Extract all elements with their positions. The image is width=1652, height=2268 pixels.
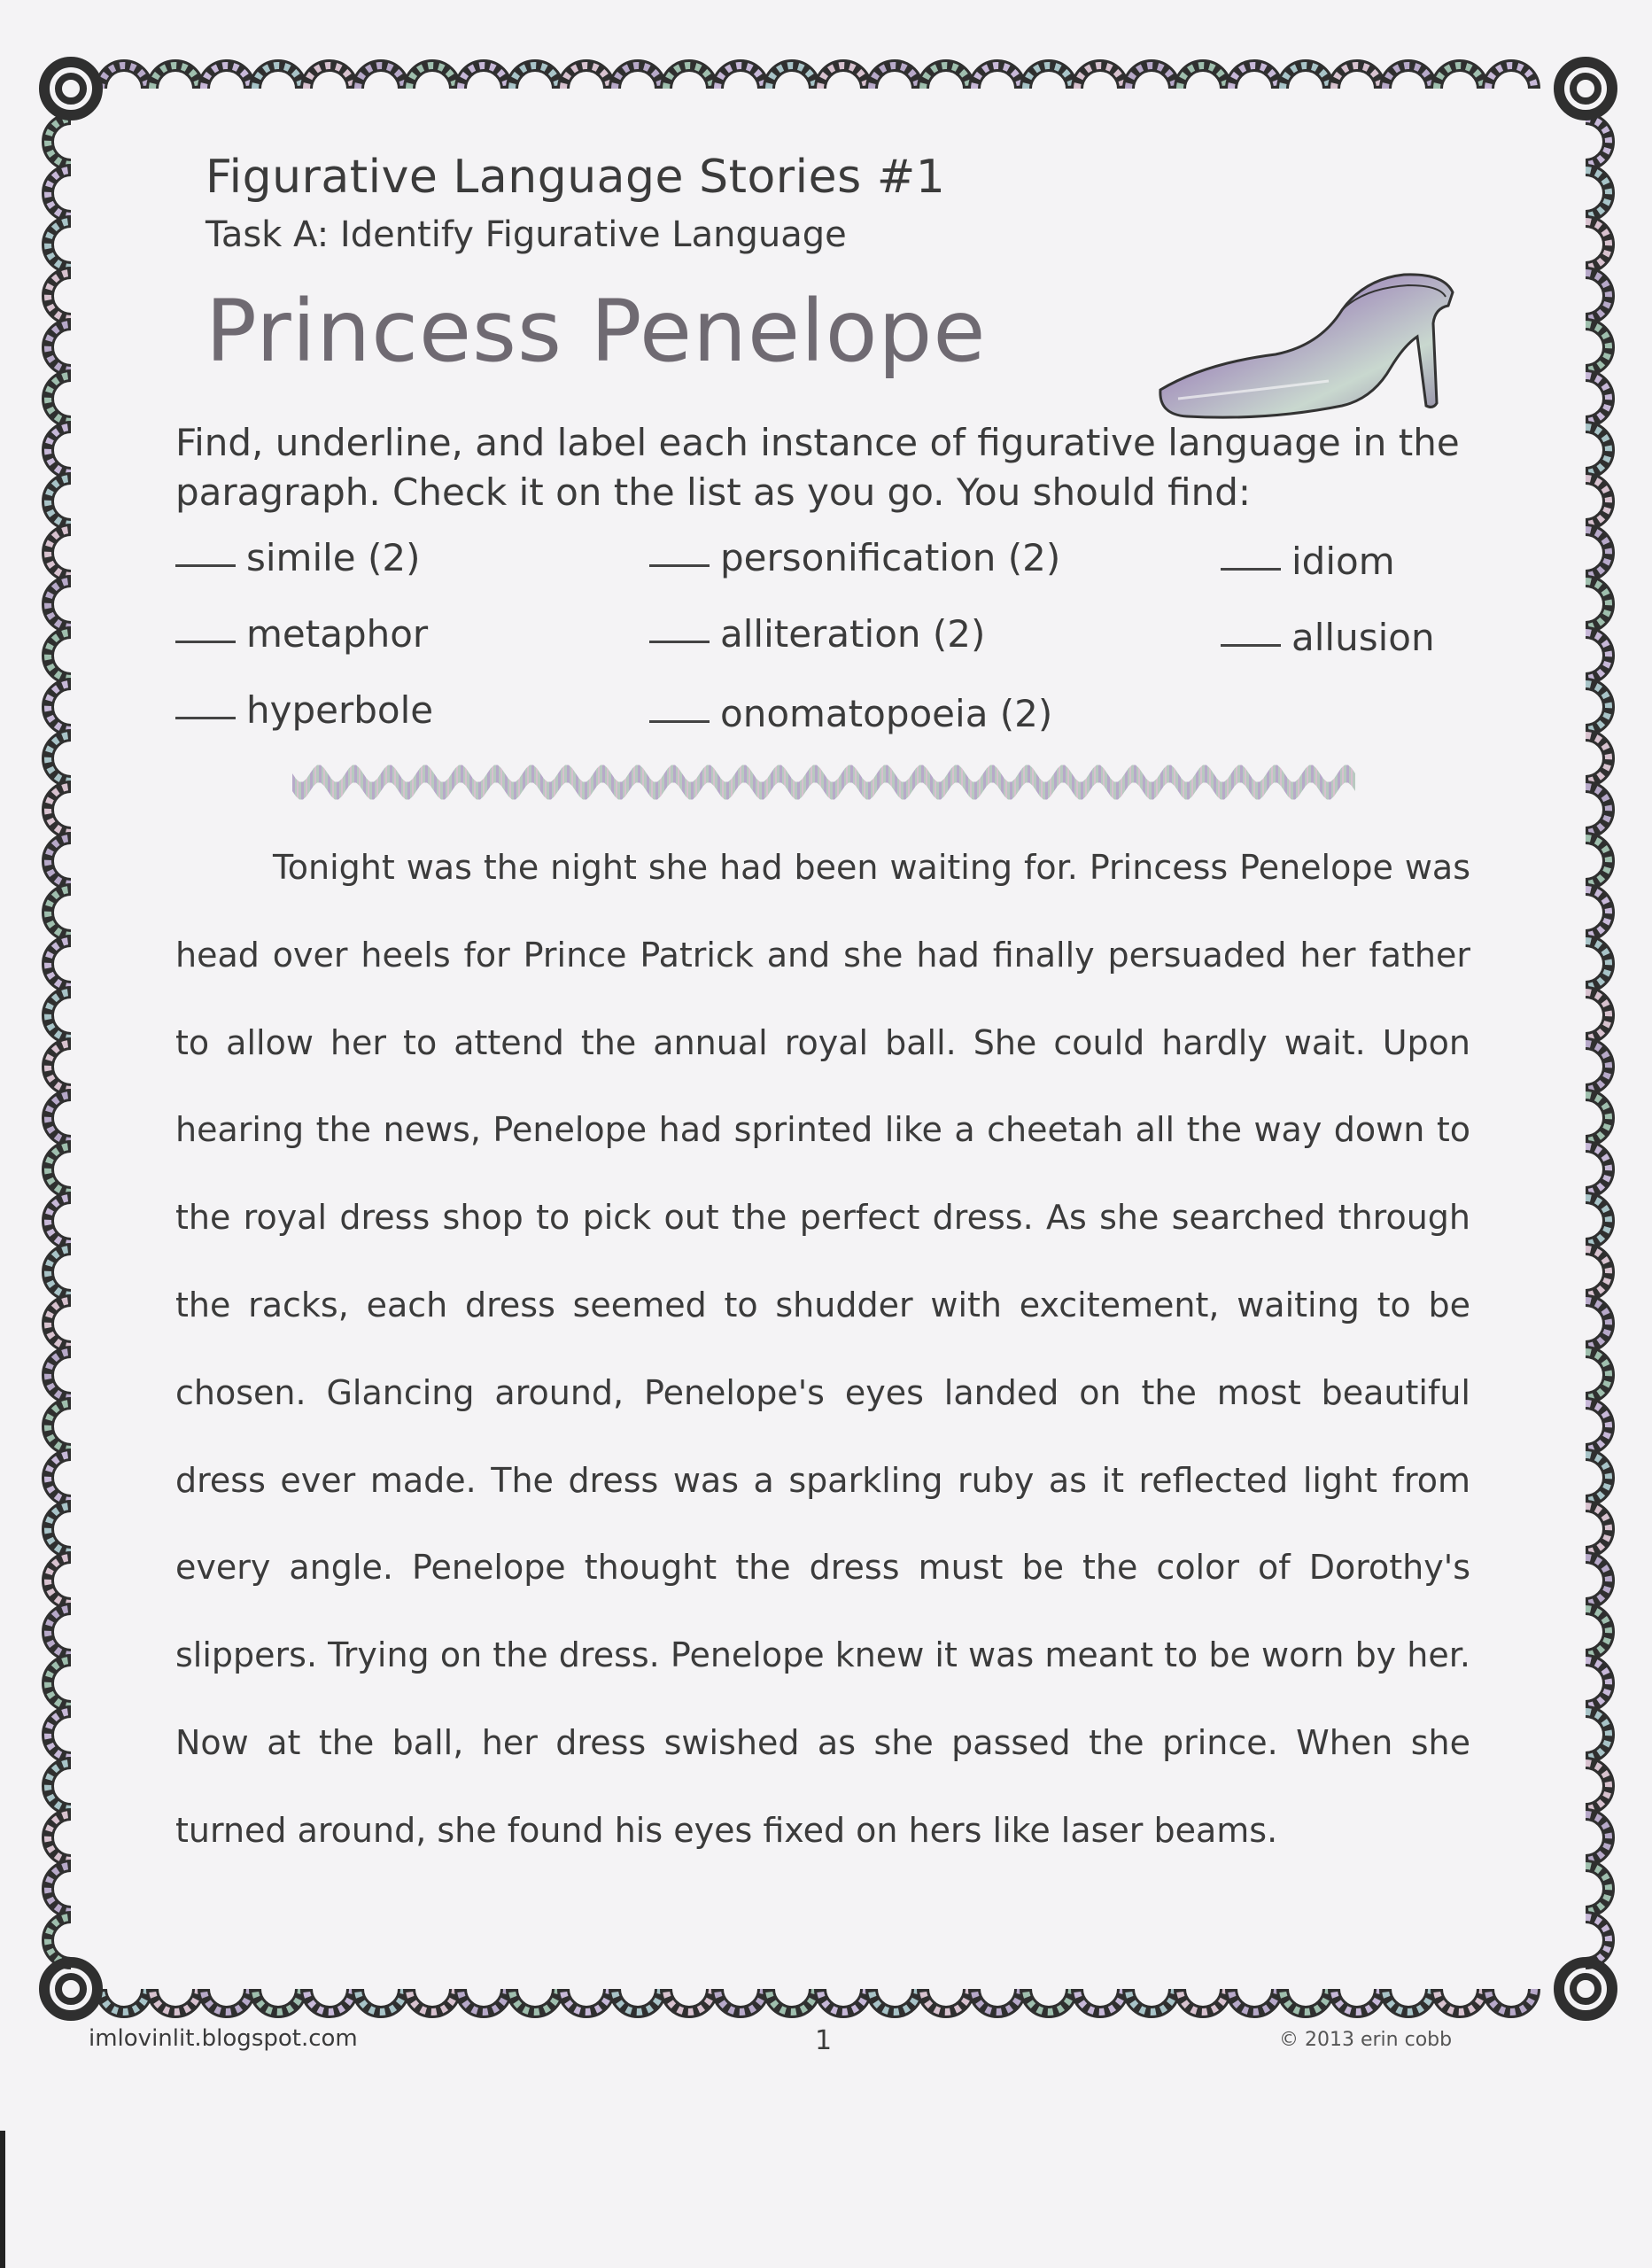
checklist-item-label: personification (2) [720,536,1061,579]
scan-edge-line [0,2131,5,2268]
checklist-item-label: hyperbole [246,688,434,732]
instructions-text: Find, underline, and label each instance of figurative language in the paragraph. Check it on the list as you go. You should find: [175,421,1460,514]
glass-slipper-icon [1152,257,1470,434]
worksheet-series-heading: Figurative Language Stories #1 [206,151,946,204]
checklist-item-personification[interactable] [649,536,1060,579]
checkbox-blank[interactable] [649,641,710,643]
story-paragraph: Tonight was the night she had been waiting for. Princess Penelope was head over heels for Prince Patrick and she had finally persuaded her father to allow her to attend the annual royal ball. She could hardly wait. Upon hearing the news, Penelope had sprinted like a cheetah all the way down to the royal dress shop to pick out the perfect dress. As she searched through the racks, each dress seemed to shudder with excitement, waiting to be chosen. Glancing around, Penelope's eyes landed on the most beautiful dress ever made. The dress was a sparkling ruby as it reflected light from every angle. Penelope thought the dress must be the color of Dorothy's slippers. Trying on the dress. Penelope knew it was meant to be worn by her. Now at the ball, her dress swished as she passed the prince. When she turned around, she found his eyes fixed on hers like laser beams. [175,848,1470,1850]
checklist-item-alliteration[interactable] [649,612,985,656]
checkbox-blank[interactable] [175,641,236,643]
checklist-item-label: onomatopoeia (2) [720,692,1053,735]
checkbox-blank[interactable] [1221,644,1281,647]
checkbox-blank[interactable] [649,564,710,567]
checklist-item-idiom[interactable] [1221,540,1395,583]
checkbox-blank[interactable] [1221,568,1281,571]
copyright-notice: © 2013 erin cobb [1279,2029,1453,2051]
checklist-item-metaphor[interactable] [175,612,428,656]
checkbox-blank[interactable] [175,717,236,719]
checklist-item-label: allusion [1291,616,1435,659]
checklist-item-label: idiom [1291,540,1395,583]
checklist-item-allusion[interactable] [1221,616,1435,659]
checkbox-blank[interactable] [175,564,236,567]
checklist-item-label: alliteration (2) [720,612,986,656]
checklist-item-simile[interactable] [175,536,421,579]
checklist-item-hyperbole[interactable] [175,688,433,732]
blog-url: imlovinlit.blogspot.com [89,2025,358,2052]
checkbox-blank[interactable] [649,720,710,723]
checklist-item-onomatopoeia[interactable] [649,692,1052,735]
checklist-item-label: simile (2) [246,536,421,579]
checklist-item-label: metaphor [246,612,429,656]
wavy-striped-divider [292,760,1355,804]
figurative-language-checklist [175,536,1477,749]
story-title: Princess Penelope [206,282,987,381]
task-subheading: Task A: Identify Figurative Language [206,214,847,255]
page-number: 1 [815,2025,833,2056]
